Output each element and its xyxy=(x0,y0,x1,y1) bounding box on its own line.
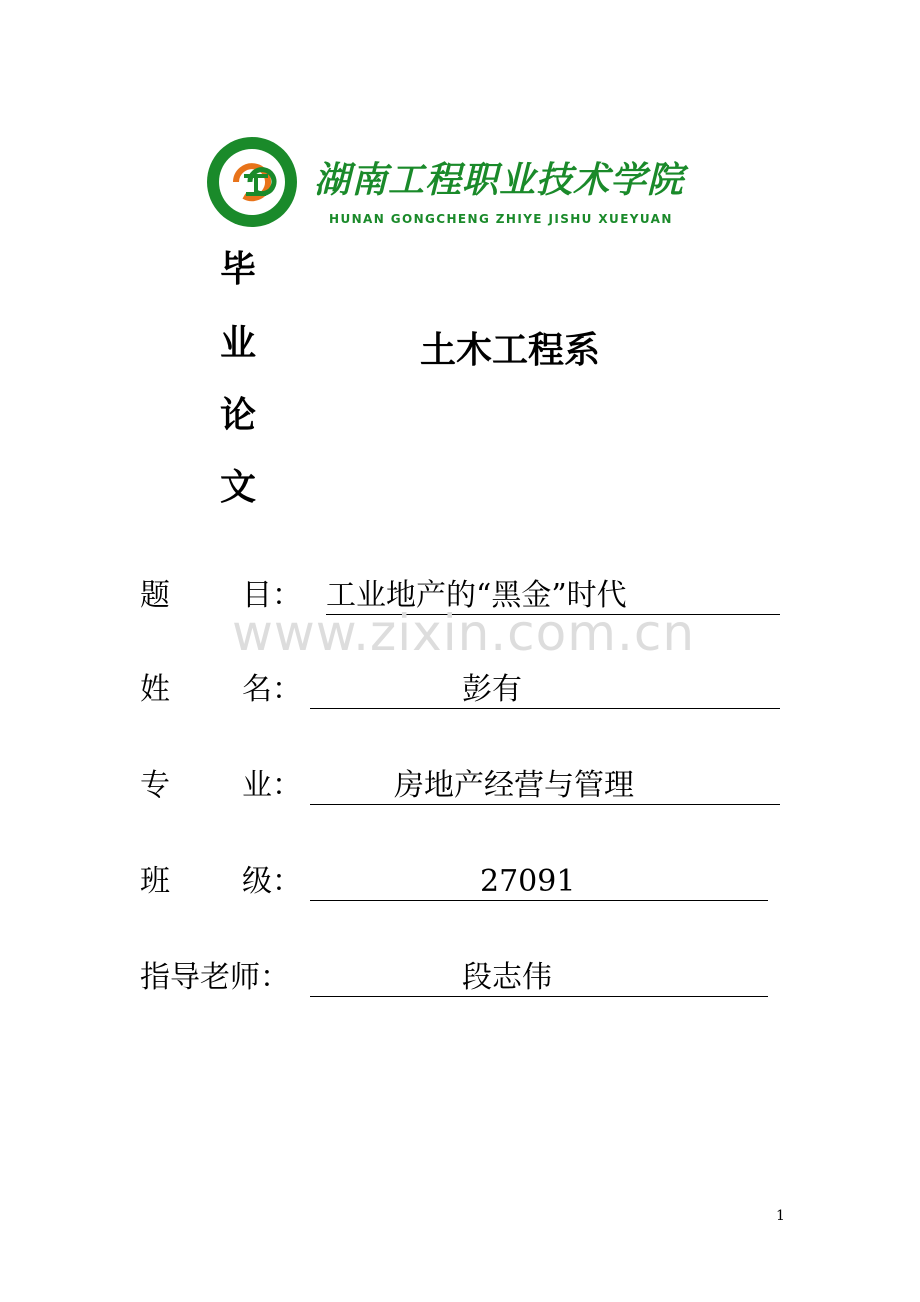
field-label-name: 姓 名： xyxy=(140,672,302,707)
title-char-4: 文 xyxy=(220,467,257,508)
page-number: 1 xyxy=(776,1208,785,1224)
field-value-class: 27091 xyxy=(310,864,768,901)
field-label-class: 班 级： xyxy=(140,864,302,899)
title-char-2: 业 xyxy=(220,323,257,364)
field-value-title: 工业地产的“黑金”时代 xyxy=(326,578,780,615)
department-name: 土木工程系 xyxy=(420,330,601,371)
field-label-advisor: 指导老师： xyxy=(140,960,290,995)
school-name-cn: 湖南工程职业技术学院 xyxy=(314,160,685,201)
field-value-name: 彭有 xyxy=(310,672,780,709)
title-char-3: 论 xyxy=(220,395,257,436)
field-label-title: 题 目： xyxy=(140,578,302,613)
school-emblem-icon xyxy=(206,136,298,228)
field-value-major: 房地产经营与管理 xyxy=(310,768,780,805)
watermark: www.zixin.com.cn xyxy=(232,604,696,662)
field-label-major: 专 业： xyxy=(140,768,302,803)
title-char-1: 毕 xyxy=(220,249,257,290)
school-name-pinyin: HUNAN GONGCHENG ZHIYE JISHU XUEYUAN xyxy=(329,212,673,226)
field-value-advisor: 段志伟 xyxy=(310,960,768,997)
